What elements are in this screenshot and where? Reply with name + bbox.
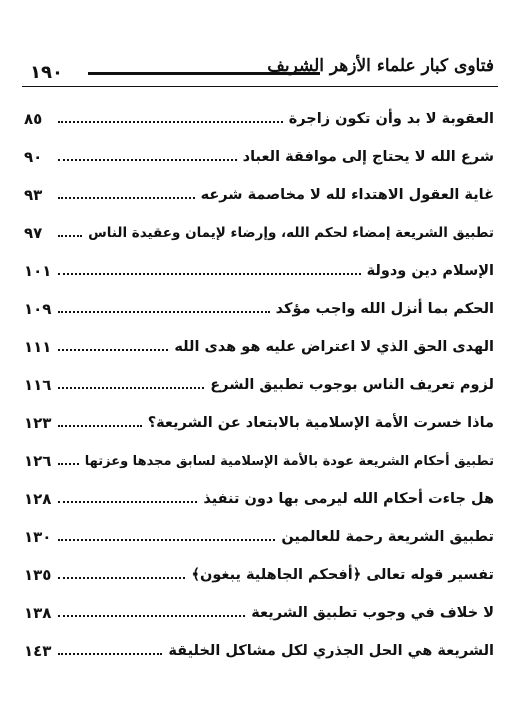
toc-title: الهدى الحق الذي لا اعتراض عليه هو هدى الله	[174, 339, 494, 355]
dot-leader	[58, 311, 270, 313]
toc-page-number: ١٢٦	[24, 452, 52, 470]
dot-leader	[58, 387, 204, 389]
toc-entry[interactable]	[24, 518, 494, 556]
toc-title: تطبيق الشريعة رحمة للعالمين	[281, 529, 494, 545]
toc-page-number: ١٠١	[24, 262, 52, 280]
toc-title: الشريعة هي الحل الجذري لكل مشاكل الخليقة	[168, 643, 494, 659]
toc-title: غاية العقول الاهتداء لله لا مخاصمة شرعه	[200, 187, 494, 203]
page-number: ١٩٠	[30, 62, 63, 83]
toc-entry[interactable]	[24, 290, 494, 328]
toc-title: هل جاءت أحكام الله ليرمى بها دون تنفيذ	[203, 491, 494, 507]
toc-title: تفسير قوله تعالى ﴿أفحكم الجاهلية يبغون﴾	[191, 567, 494, 583]
toc-page-number: ١٤٣	[24, 642, 52, 660]
dot-leader	[58, 197, 195, 199]
dot-leader	[58, 159, 237, 161]
toc-entry[interactable]	[24, 442, 494, 480]
toc-page-number: ١٣٨	[24, 604, 52, 622]
toc-page-number: ٩٣	[24, 186, 43, 204]
toc-page-number: ١٣٠	[24, 528, 52, 546]
toc-page-number: ١٣٥	[24, 566, 52, 584]
toc-entry[interactable]	[24, 594, 494, 632]
toc-title: لزوم تعريف الناس بوجوب تطبيق الشرع	[210, 377, 494, 393]
dot-leader	[58, 349, 168, 351]
toc-entry[interactable]	[24, 214, 494, 252]
dot-leader	[58, 501, 197, 503]
toc-title: تطبيق الشريعة إمضاء لحكم الله، وإرضاء لإيمان وعقيدة الناس	[88, 225, 494, 241]
dot-leader	[58, 121, 283, 123]
dot-leader	[58, 235, 82, 237]
dot-leader	[58, 463, 79, 465]
table-of-contents	[24, 100, 494, 670]
toc-page-number: ١١١	[24, 338, 52, 356]
toc-title: لا خلاف في وجوب تطبيق الشريعة	[251, 605, 494, 621]
toc-entry[interactable]	[24, 480, 494, 518]
toc-page-number: ١٠٩	[24, 300, 52, 318]
toc-entry[interactable]	[24, 176, 494, 214]
toc-page-number: ٩٧	[24, 224, 43, 242]
dot-leader	[58, 653, 162, 655]
toc-page-number: ٩٠	[24, 148, 43, 166]
toc-page-number: ١٢٣	[24, 414, 52, 432]
toc-title: الحكم بما أنزل الله واجب مؤكد	[275, 301, 494, 317]
toc-title: شرع الله لا يحتاج إلى موافقة العباد	[242, 149, 494, 165]
dot-leader	[58, 615, 245, 617]
toc-entry[interactable]	[24, 556, 494, 594]
dot-leader	[58, 425, 142, 427]
toc-title: الإسلام دين ودولة	[366, 263, 494, 279]
dot-leader	[58, 539, 275, 541]
toc-title: تطبيق أحكام الشريعة عودة بالأمة الإسلامية لسابق مجدها وعزتها	[84, 453, 494, 469]
dot-leader	[58, 273, 361, 275]
toc-entry[interactable]	[24, 366, 494, 404]
toc-page-number: ٨٥	[24, 110, 43, 128]
toc-entry[interactable]	[24, 138, 494, 176]
toc-entry[interactable]	[24, 252, 494, 290]
toc-page-number: ١٢٨	[24, 490, 52, 508]
header-underline	[22, 86, 498, 87]
toc-entry[interactable]	[24, 632, 494, 670]
toc-title: العقوبة لا بد وأن تكون زاجرة	[288, 111, 494, 127]
page-header	[18, 52, 498, 86]
toc-entry[interactable]	[24, 328, 494, 366]
running-title: فتاوى كبار علماء الأزهر الشريف	[267, 56, 494, 76]
toc-title: ماذا خسرت الأمة الإسلامية بالابتعاد عن الشريعة؟	[147, 415, 494, 431]
toc-entry[interactable]	[24, 404, 494, 442]
toc-page-number: ١١٦	[24, 376, 52, 394]
dot-leader	[58, 577, 185, 579]
toc-entry[interactable]	[24, 100, 494, 138]
